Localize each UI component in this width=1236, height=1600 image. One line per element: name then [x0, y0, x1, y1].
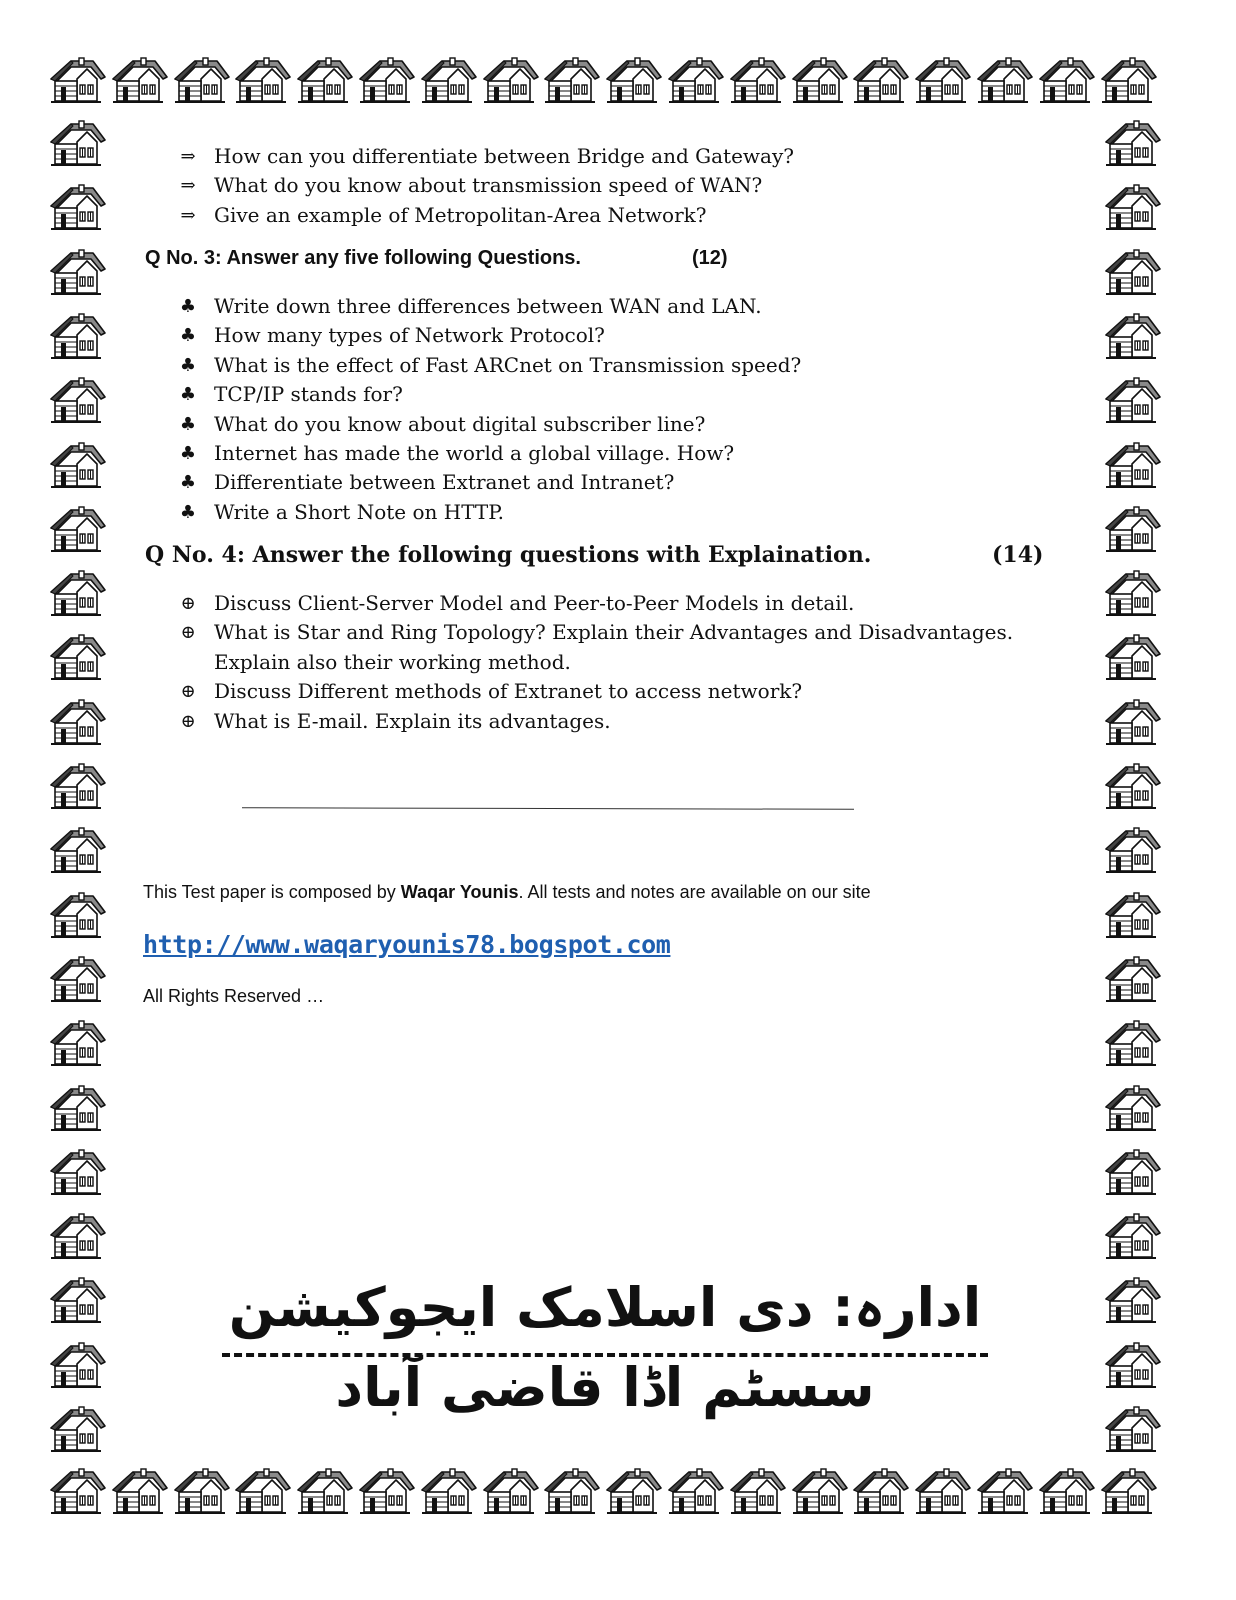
- list-item: ⊕ Discuss Client-Server Model and Peer-to-Peer Models in detail.: [176, 589, 1013, 618]
- list-item: ⊕ What is E-mail. Explain its advantages.: [176, 707, 1013, 736]
- circled-plus-bullet-icon: ⊕: [180, 622, 196, 644]
- institute-name-urdu: ادارہ: دی اسلامک ایجوکیشن سسٹم اڈا قاضی آباد: [228, 1276, 982, 1419]
- club-bullet-icon: ♣: [179, 413, 197, 435]
- dashed-underline: [222, 1353, 988, 1357]
- list-item: ♣ What is the effect of Fast ARCnet on Transmission speed?: [176, 351, 801, 380]
- list-item: ♣ Differentiate between Extranet and Intranet?: [176, 468, 801, 497]
- list-item: ♣ How many types of Network Protocol?: [176, 321, 801, 350]
- list-item: ♣ TCP/IP stands for?: [176, 380, 801, 409]
- list-item: ⇒ How can you differentiate between Bridge and Gateway?: [176, 142, 794, 171]
- footer-credit: This Test paper is composed by Waqar Younis. All tests and notes are available on our site: [143, 882, 871, 902]
- list-item: ⊕ Discuss Different methods of Extranet to access network?: [176, 677, 1013, 706]
- q3-list: [176, 292, 801, 527]
- list-item: ♣ What do you know about digital subscriber line?: [176, 410, 801, 439]
- club-bullet-icon: ♣: [179, 325, 197, 347]
- circled-plus-bullet-icon: ⊕: [180, 681, 196, 703]
- list-item: ⇒ Give an example of Metropolitan-Area Network?: [176, 201, 794, 230]
- q4-marks: (14): [992, 542, 1044, 568]
- club-bullet-icon: ♣: [179, 443, 197, 465]
- divider-line: [242, 807, 854, 810]
- rights-notice: All Rights Reserved …: [143, 986, 325, 1006]
- list-item: ♣ Write a Short Note on HTTP.: [176, 498, 801, 527]
- list-item: ⊕ What is Star and Ring Topology? Explain their Advantages and Disadvantages.: [176, 618, 1013, 647]
- club-bullet-icon: ♣: [179, 472, 197, 494]
- club-bullet-icon: ♣: [179, 384, 197, 406]
- arrow-bullet-icon: ⇒: [180, 175, 196, 197]
- list-item: ♣ Internet has made the world a global village. How?: [176, 439, 801, 468]
- club-bullet-icon: ♣: [179, 296, 197, 317]
- circled-plus-bullet-icon: ⊕: [180, 710, 196, 732]
- author-name: Waqar Younis: [400, 882, 519, 902]
- pre-question-list: [176, 142, 794, 230]
- arrow-bullet-icon: ⇒: [180, 146, 196, 167]
- club-bullet-icon: ♣: [179, 354, 197, 376]
- q4-list: [176, 589, 1013, 736]
- q4-heading: Q No. 4: Answer the following questions with Explaination.: [145, 542, 872, 568]
- list-item: ⇒ What do you know about transmission speed of WAN?: [176, 171, 794, 200]
- club-bullet-icon: ♣: [179, 501, 197, 523]
- site-link[interactable]: http://www.waqaryounis78.bogspot.com: [143, 930, 671, 959]
- list-item: ♣ Write down three differences between WAN and LAN.: [176, 292, 801, 321]
- circled-plus-bullet-icon: ⊕: [180, 593, 196, 614]
- q3-heading: Q No. 3: Answer any five following Questions.: [145, 247, 581, 269]
- list-item-continuation: Explain also their working method.: [214, 649, 571, 674]
- arrow-bullet-icon: ⇒: [180, 204, 196, 226]
- q3-marks: (12): [692, 247, 728, 269]
